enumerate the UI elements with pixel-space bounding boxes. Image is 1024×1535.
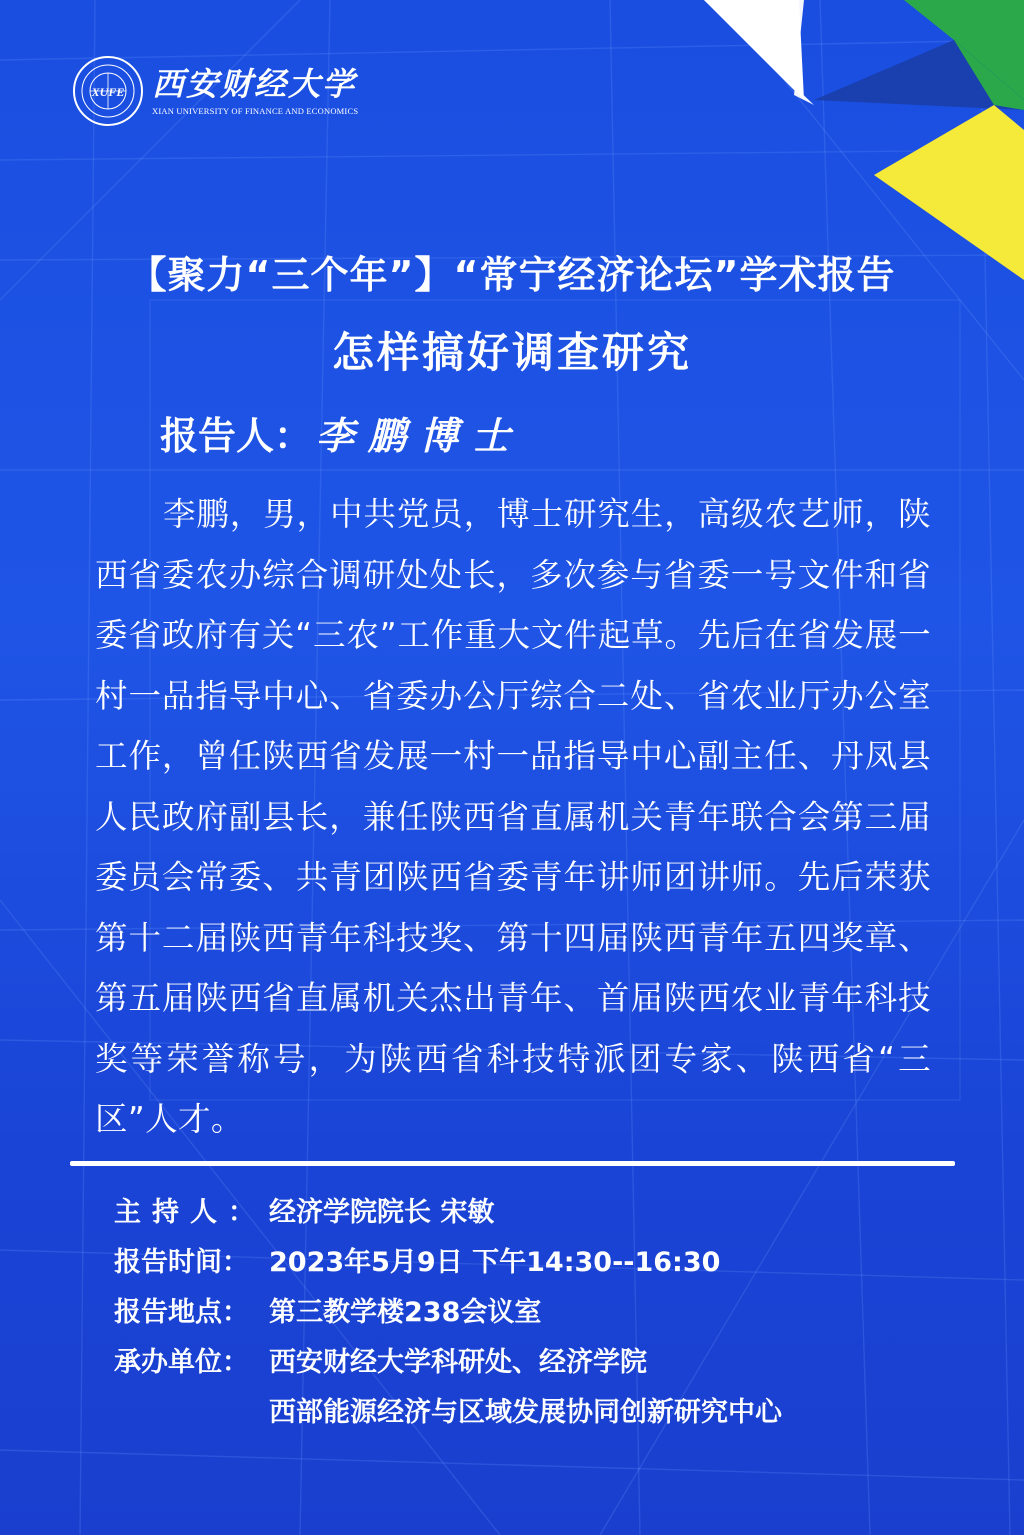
time-label: 报告时间： bbox=[114, 1247, 249, 1278]
event-info bbox=[114, 1190, 782, 1440]
event-title: 【聚力“三个年”】“常宁经济论坛”学术报告 bbox=[128, 253, 896, 297]
place-label: 报告地点： bbox=[114, 1297, 249, 1328]
organizer-label: 承办单位： bbox=[114, 1347, 249, 1378]
university-name-cn: 西安财经大学 bbox=[152, 65, 357, 103]
organizer-value: 西安财经大学科研处、经济学院 bbox=[269, 1347, 647, 1378]
host-label: 主持人： bbox=[114, 1197, 266, 1228]
host-row bbox=[114, 1190, 782, 1240]
university-name-en: XIAN UNIVERSITY OF FINANCE AND ECONOMICS bbox=[152, 106, 359, 116]
seal-text: XUFE bbox=[91, 85, 125, 99]
place-value: 第三教学楼238会议室 bbox=[269, 1297, 542, 1328]
lecture-title: 怎样搞好调查研究 bbox=[331, 328, 692, 377]
speaker-bio: 李鹏，男，中共党员，博士研究生，高级农艺师，陕西省委农办综合调研处处长，多次参与省委一号文件和省委省政府有关“三农”工作重大文件起草。先后在省发展一村一品指导中心、省委办公厅综合二处、省农业厅办公室工作，曾任陕西省发展一村一品指导中心副主任、丹凤县人民政府副县长，兼任陕西省直属机关青年联合会第三届委员会常委、共青团陕西省委青年讲师团讲师。先后荣获第十二届陕西青年科技奖、第十四届陕西青年五四奖章、第五届陕西省直属机关杰出青年、首届陕西农业青年科技奖等荣誉称号，为陕西省科技特派团专家、陕西省“三区”人才。 bbox=[95, 495, 931, 1138]
divider bbox=[70, 1161, 955, 1166]
host-value: 经济学院院长 宋敏 bbox=[269, 1197, 495, 1228]
time-row bbox=[114, 1240, 782, 1290]
organizer-value-2: 西部能源经济与区域发展协同创新研究中心 bbox=[269, 1397, 782, 1428]
speaker-name: 李鹏博士 bbox=[316, 413, 525, 458]
place-row bbox=[114, 1290, 782, 1340]
university-seal-icon bbox=[72, 55, 144, 127]
speaker bbox=[160, 405, 524, 460]
organizer-row bbox=[114, 1340, 782, 1390]
time-value: 2023年5月9日 下午14:30--16:30 bbox=[269, 1247, 721, 1278]
university-logo bbox=[72, 55, 358, 127]
speaker-label: 报告人： bbox=[160, 414, 313, 458]
